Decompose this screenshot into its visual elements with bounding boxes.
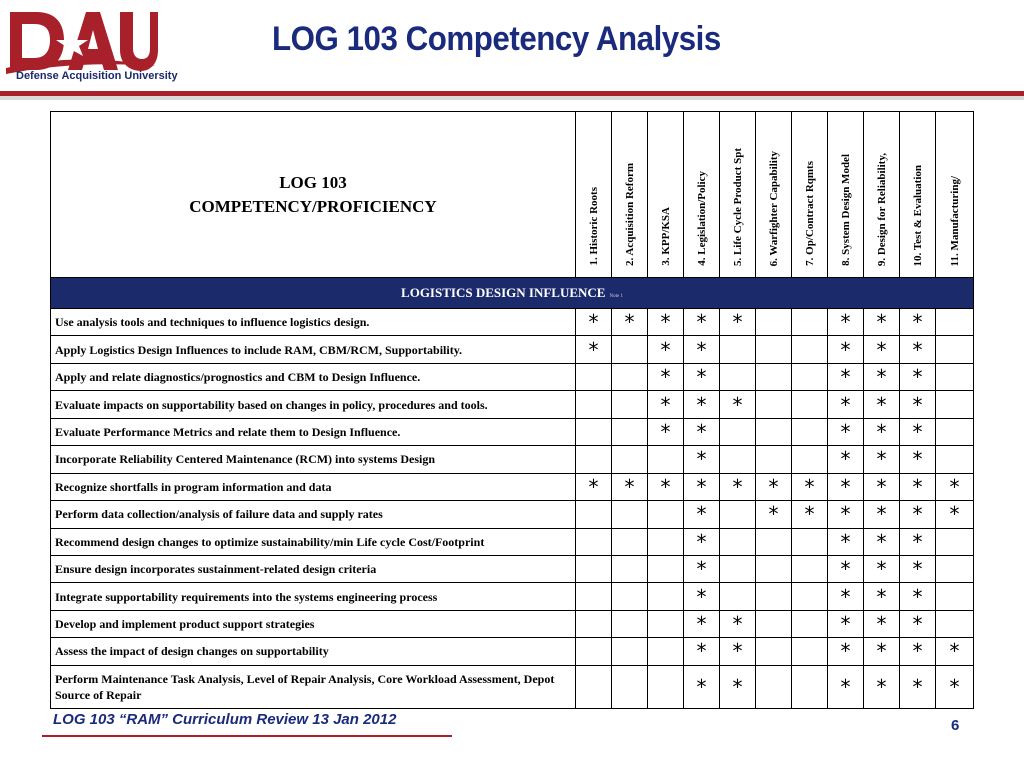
column-header-label: 6. Warfighter Capability (767, 150, 780, 266)
mark-cell-asterisk: * (828, 418, 864, 445)
corner-header (51, 112, 576, 278)
competency-label: Assess the impact of design changes on supportability (51, 638, 576, 665)
column-header (576, 112, 612, 278)
mark-cell-asterisk: * (828, 583, 864, 610)
mark-cell-asterisk: * (864, 583, 900, 610)
competency-label: Recommend design changes to optimize sustainability/min Life cycle Cost/Footprint (51, 528, 576, 555)
table-row (51, 309, 974, 336)
mark-cell-asterisk: * (864, 473, 900, 500)
mark-cell-asterisk: * (828, 309, 864, 336)
column-header (684, 112, 720, 278)
mark-cell-asterisk: * (864, 528, 900, 555)
mark-cell-asterisk: * (684, 309, 720, 336)
mark-cell-asterisk: * (720, 309, 756, 336)
table-row (51, 583, 974, 610)
mark-cell-empty (792, 418, 828, 445)
column-header (828, 112, 864, 278)
mark-cell-empty (756, 638, 792, 665)
mark-cell-asterisk: * (900, 363, 936, 390)
table-row (51, 418, 974, 445)
mark-cell-asterisk: * (684, 391, 720, 418)
mark-cell-empty (792, 555, 828, 582)
mark-cell-empty (756, 336, 792, 363)
mark-cell-empty (612, 336, 648, 363)
mark-cell-empty (756, 555, 792, 582)
column-header-label: 8. System Design Model (839, 154, 852, 266)
column-header (648, 112, 684, 278)
mark-cell-asterisk: * (720, 473, 756, 500)
mark-cell-empty (612, 555, 648, 582)
mark-cell-asterisk: * (900, 473, 936, 500)
mark-cell-empty (936, 309, 974, 336)
table-row (51, 336, 974, 363)
mark-cell-asterisk: * (684, 418, 720, 445)
mark-cell-asterisk: * (648, 418, 684, 445)
mark-cell-asterisk: * (648, 391, 684, 418)
competency-label: Evaluate impacts on supportability based on changes in policy, procedures and tools. (51, 391, 576, 418)
mark-cell-asterisk: * (828, 638, 864, 665)
mark-cell-asterisk: * (864, 501, 900, 528)
section-header (51, 278, 974, 309)
column-header-label: 5. Life Cycle Product Spt (731, 147, 744, 266)
table-row (51, 473, 974, 500)
mark-cell-empty (576, 638, 612, 665)
mark-cell-asterisk: * (612, 309, 648, 336)
page-number: 6 (951, 717, 960, 734)
mark-cell-empty (756, 665, 792, 708)
mark-cell-empty (720, 363, 756, 390)
mark-cell-empty (576, 418, 612, 445)
mark-cell-asterisk: * (864, 309, 900, 336)
mark-cell-asterisk: * (828, 555, 864, 582)
column-header-label: 7. Op/Contract Rqmts (803, 161, 816, 266)
mark-cell-asterisk: * (756, 501, 792, 528)
mark-cell-asterisk: * (828, 363, 864, 390)
column-header-label: 1. Historic Roots (587, 187, 600, 266)
mark-cell-asterisk: * (900, 638, 936, 665)
mark-cell-empty (612, 638, 648, 665)
table-row (51, 391, 974, 418)
mark-cell-empty (792, 665, 828, 708)
mark-cell-empty (756, 446, 792, 473)
mark-cell-empty (612, 665, 648, 708)
mark-cell-asterisk: * (684, 473, 720, 500)
mark-cell-asterisk: * (576, 473, 612, 500)
mark-cell-empty (612, 583, 648, 610)
mark-cell-asterisk: * (864, 363, 900, 390)
mark-cell-asterisk: * (720, 391, 756, 418)
mark-cell-asterisk: * (612, 473, 648, 500)
mark-cell-empty (756, 309, 792, 336)
competency-label: Evaluate Performance Metrics and relate them to Design Influence. (51, 418, 576, 445)
mark-cell-asterisk: * (648, 363, 684, 390)
mark-cell-asterisk: * (864, 446, 900, 473)
mark-cell-empty (792, 446, 828, 473)
section-title: LOGISTICS DESIGN INFLUENCE (401, 285, 606, 300)
competency-label: Apply and relate diagnostics/prognostics and CBM to Design Influence. (51, 363, 576, 390)
mark-cell-empty (756, 528, 792, 555)
mark-cell-empty (612, 391, 648, 418)
mark-cell-asterisk: * (900, 555, 936, 582)
mark-cell-empty (576, 665, 612, 708)
mark-cell-asterisk: * (756, 473, 792, 500)
mark-cell-asterisk: * (864, 638, 900, 665)
competency-label: Perform Maintenance Task Analysis, Level of Repair Analysis, Core Workload Assessment, Depot Source of Repair (51, 665, 576, 708)
mark-cell-empty (720, 583, 756, 610)
column-header (612, 112, 648, 278)
mark-cell-asterisk: * (684, 665, 720, 708)
corner-title: LOG 103 (279, 172, 347, 192)
table-row (51, 446, 974, 473)
mark-cell-empty (756, 418, 792, 445)
column-header-label: 11. Manufacturing/ (948, 175, 961, 266)
mark-cell-empty (576, 363, 612, 390)
footer-text: LOG 103 “RAM” Curriculum Review 13 Jan 2012 (53, 711, 397, 728)
column-header (720, 112, 756, 278)
mark-cell-asterisk: * (864, 555, 900, 582)
mark-cell-empty (936, 446, 974, 473)
mark-cell-asterisk: * (684, 528, 720, 555)
column-header (756, 112, 792, 278)
section-row (51, 278, 974, 309)
mark-cell-empty (612, 446, 648, 473)
mark-cell-empty (936, 583, 974, 610)
mark-cell-asterisk: * (900, 583, 936, 610)
competency-label: Integrate supportability requirements into the systems engineering process (51, 583, 576, 610)
mark-cell-asterisk: * (864, 665, 900, 708)
mark-cell-asterisk: * (828, 391, 864, 418)
mark-cell-empty (612, 528, 648, 555)
mark-cell-empty (648, 665, 684, 708)
mark-cell-empty (936, 363, 974, 390)
mark-cell-empty (936, 555, 974, 582)
mark-cell-empty (936, 528, 974, 555)
mark-cell-empty (792, 363, 828, 390)
mark-cell-empty (792, 309, 828, 336)
mark-cell-empty (936, 418, 974, 445)
mark-cell-asterisk: * (900, 336, 936, 363)
mark-cell-asterisk: * (648, 473, 684, 500)
mark-cell-empty (576, 528, 612, 555)
mark-cell-empty (756, 363, 792, 390)
table-row (51, 610, 974, 637)
mark-cell-empty (792, 583, 828, 610)
mark-cell-empty (720, 528, 756, 555)
column-header (900, 112, 936, 278)
mark-cell-asterisk: * (864, 418, 900, 445)
mark-cell-asterisk: * (648, 336, 684, 363)
competency-label: Develop and implement product support strategies (51, 610, 576, 637)
mark-cell-asterisk: * (900, 446, 936, 473)
mark-cell-asterisk: * (828, 501, 864, 528)
mark-cell-empty (936, 336, 974, 363)
mark-cell-asterisk: * (648, 309, 684, 336)
mark-cell-asterisk: * (828, 528, 864, 555)
mark-cell-asterisk: * (900, 528, 936, 555)
mark-cell-empty (720, 446, 756, 473)
mark-cell-empty (936, 391, 974, 418)
mark-cell-asterisk: * (684, 583, 720, 610)
mark-cell-empty (576, 555, 612, 582)
column-header-row (51, 112, 974, 278)
mark-cell-asterisk: * (684, 638, 720, 665)
mark-cell-empty (576, 391, 612, 418)
column-header-label: 10. Test & Evaluation (911, 164, 924, 266)
mark-cell-asterisk: * (900, 610, 936, 637)
page-title: LOG 103 Competency Analysis (272, 20, 721, 58)
mark-cell-asterisk: * (936, 501, 974, 528)
table-row (51, 638, 974, 665)
mark-cell-empty (612, 363, 648, 390)
mark-cell-empty (756, 610, 792, 637)
corner-subtitle: COMPETENCY/PROFICIENCY (189, 196, 437, 216)
column-header (936, 112, 974, 278)
mark-cell-empty (612, 418, 648, 445)
competency-label: Recognize shortfalls in program information and data (51, 473, 576, 500)
mark-cell-asterisk: * (864, 336, 900, 363)
mark-cell-empty (648, 583, 684, 610)
footer-rule (42, 735, 452, 737)
mark-cell-asterisk: * (936, 473, 974, 500)
table-row (51, 501, 974, 528)
competency-label: Use analysis tools and techniques to influence logistics design. (51, 309, 576, 336)
mark-cell-asterisk: * (684, 446, 720, 473)
table-row (51, 665, 974, 708)
mark-cell-asterisk: * (720, 638, 756, 665)
mark-cell-asterisk: * (936, 665, 974, 708)
competency-label: Perform data collection/analysis of failure data and supply rates (51, 501, 576, 528)
mark-cell-empty (648, 501, 684, 528)
mark-cell-asterisk: * (900, 665, 936, 708)
mark-cell-empty (576, 446, 612, 473)
mark-cell-empty (756, 583, 792, 610)
mark-cell-empty (648, 610, 684, 637)
mark-cell-asterisk: * (828, 665, 864, 708)
mark-cell-empty (576, 583, 612, 610)
mark-cell-asterisk: * (900, 309, 936, 336)
column-header (792, 112, 828, 278)
mark-cell-empty (720, 418, 756, 445)
column-header-label: 3. KPP/KSA (659, 207, 672, 266)
competency-table (50, 111, 974, 709)
column-header-label: 4. Legislation/Policy (695, 171, 708, 266)
mark-cell-asterisk: * (828, 336, 864, 363)
mark-cell-empty (756, 391, 792, 418)
mark-cell-empty (648, 528, 684, 555)
mark-cell-asterisk: * (792, 473, 828, 500)
mark-cell-empty (936, 610, 974, 637)
mark-cell-empty (792, 528, 828, 555)
competency-label: Incorporate Reliability Centered Maintenance (RCM) into systems Design (51, 446, 576, 473)
mark-cell-asterisk: * (684, 555, 720, 582)
mark-cell-asterisk: * (936, 638, 974, 665)
mark-cell-asterisk: * (900, 418, 936, 445)
mark-cell-asterisk: * (828, 610, 864, 637)
mark-cell-empty (648, 446, 684, 473)
mark-cell-empty (576, 610, 612, 637)
column-header-label: 9. Design for Reliability, (875, 152, 888, 266)
mark-cell-asterisk: * (828, 473, 864, 500)
competency-label: Apply Logistics Design Influences to include RAM, CBM/RCM, Supportability. (51, 336, 576, 363)
mark-cell-asterisk: * (684, 336, 720, 363)
logo-tagline: Defense Acquisition University (16, 70, 178, 82)
mark-cell-empty (792, 391, 828, 418)
mark-cell-asterisk: * (864, 391, 900, 418)
mark-cell-asterisk: * (684, 501, 720, 528)
mark-cell-asterisk: * (720, 665, 756, 708)
mark-cell-empty (648, 638, 684, 665)
mark-cell-asterisk: * (864, 610, 900, 637)
table-row (51, 555, 974, 582)
header-rule-gray (0, 96, 1024, 100)
mark-cell-asterisk: * (720, 610, 756, 637)
column-header (864, 112, 900, 278)
table-row (51, 363, 974, 390)
mark-cell-asterisk: * (576, 336, 612, 363)
mark-cell-empty (720, 336, 756, 363)
mark-cell-empty (720, 555, 756, 582)
column-header-label: 2. Acquisition Reform (623, 163, 636, 266)
mark-cell-asterisk: * (792, 501, 828, 528)
mark-cell-empty (612, 501, 648, 528)
mark-cell-asterisk: * (684, 610, 720, 637)
mark-cell-empty (576, 501, 612, 528)
mark-cell-asterisk: * (576, 309, 612, 336)
table-row (51, 528, 974, 555)
competency-label: Ensure design incorporates sustainment-related design criteria (51, 555, 576, 582)
mark-cell-empty (792, 336, 828, 363)
mark-cell-asterisk: * (828, 446, 864, 473)
mark-cell-asterisk: * (900, 501, 936, 528)
mark-cell-empty (792, 610, 828, 637)
mark-cell-empty (612, 610, 648, 637)
mark-cell-asterisk: * (684, 363, 720, 390)
section-note: Note 1 (609, 294, 623, 299)
mark-cell-empty (720, 501, 756, 528)
mark-cell-empty (648, 555, 684, 582)
mark-cell-asterisk: * (900, 391, 936, 418)
mark-cell-empty (792, 638, 828, 665)
